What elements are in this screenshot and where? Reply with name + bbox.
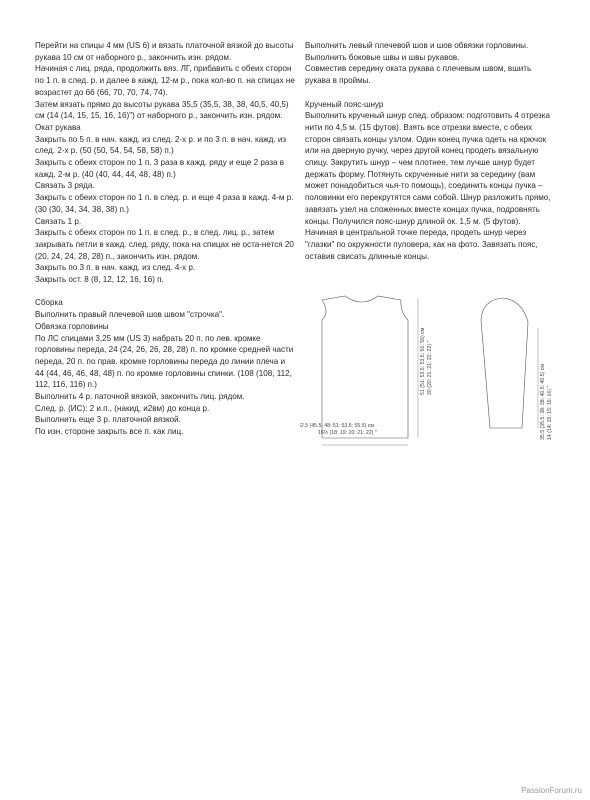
paragraph: По ЛС спицами 3,25 мм (US 3) набрать 20 п. по лев. кромке горловины переда, 24 (24, 26, 26, 28, 28) п. по кромке средней части переда, 20 п. по прав. кромке горловины переда до линии плеча и 44 (44, 46, 46, 48, 48) п. по кромке горловины спинки. (108 (108, 112, 112, 116, 116) п.) bbox=[35, 333, 294, 390]
paragraph: Начиная в центральной точке переда, продеть шнур через "глазки" по окружности пуловера, как на фото. Завязать пояс, оставив свисать длинные концы. bbox=[305, 228, 538, 261]
sleeve-length-label: 35.5 (35.5: 38: 38: 40.5: 40.5) см bbox=[540, 364, 546, 440]
body-height-label: 51 (51: 53.5: 53.5: 56: 56) см bbox=[420, 327, 426, 395]
sleeve-length-inch-label: 14 (14: 15: 15: 16: 16) " bbox=[547, 385, 553, 440]
paragraph: Связать 3 ряда. bbox=[35, 181, 95, 191]
body-height-inch-label: 20 (20: 21: 21: 22: 22) " bbox=[427, 340, 433, 395]
paragraph: Выполнить правый плечевой шов швом "строчка". bbox=[35, 310, 225, 320]
paragraph: Совместив середину оката рукава с плечевым швом, вшить рукава в проймы. bbox=[305, 64, 532, 86]
pattern-text-left bbox=[35, 40, 295, 438]
paragraph: Выполнить левый плечевой шов и шов обвязки горловины. bbox=[305, 41, 529, 50]
section-heading: Крученый пояс-шнур bbox=[305, 99, 384, 109]
paragraph: Перейти на спицы 4 мм (US 6) и вязать платочной вязкой до высоты рукава 10 см от наборного р., закончить изн. рядом. bbox=[35, 41, 294, 62]
pattern-text-right bbox=[305, 40, 555, 262]
paragraph: Закрыть по 3 п. в нач. кажд. из след. 4-х р. bbox=[35, 263, 196, 273]
paragraph: По изн. стороне закрыть все п. как лиц. bbox=[35, 427, 184, 437]
body-width-inch-label: 16½ (18: 19: 20: 21: 22) " bbox=[318, 430, 377, 436]
body-width-label: 42.5 (45.5: 48: 51: 53.5: 55.5) см bbox=[300, 423, 374, 429]
body-outline bbox=[322, 296, 408, 438]
section-heading: Обвязка горловины bbox=[35, 321, 109, 331]
paragraph: Начиная с лиц. ряда, продолжить вяз. ЛГ, прибавить с обеих сторон по 1 п. в след. р. и далее в кажд. 12-м р., пока кол-во п. на спицах не возрастет до 66 (66, 70, 70, 74, 74). bbox=[35, 64, 295, 97]
paragraph: Выполнить боковые швы и швы рукавов. bbox=[305, 52, 460, 62]
paragraph: Затем вязать прямо до высоты рукава 35,5 (35,5, 38, 38, 40,5, 40,5) см (14 (14, 15, 15, 16, 16)") от наборного р., закончить изн. рядом. bbox=[35, 99, 289, 121]
paragraph: Закрыть по 5 п. в нач. кажд. из след. 2-х р. и по 3 п. в нач. кажд. из след. 2-х р. (50 (50, 54, 54, 58, 58) п.) bbox=[35, 134, 287, 156]
section-heading: Сборка bbox=[35, 298, 63, 308]
paragraph: Связать 1 р. bbox=[35, 216, 82, 226]
paragraph: Выполнить 4 р. паточной вязкой, закончить лиц. рядом. bbox=[35, 392, 245, 402]
paragraph: Закрыть с обеих сторон по 1 п. в след. р. и еще 4 раза в кажд. 4-м р. (30 (30, 34, 34, 38, 38) п.) bbox=[35, 193, 294, 214]
garment-schematics bbox=[300, 290, 570, 450]
paragraph: Выполнить крученый шнур след. образом: подготовить 4 отрезка нити по 4,5 м. (15 футов). Взять все отрезки вместе, с обеих сторон связать концы узлом. Один конец пучка одеть на крючок или на дверную ручку, через другой конец продеть вязальную спицу. Закрутить шнур – чем плотнее, тем лучше шнур будет держать форму. Потянуть скрученные нити за середину (вам может понадобиться чья-то помощь), соединить концы пучка – половинки его перекрутятся сами собой. Шнур разложить прямо, завязать узел на сложенных вместе концах пучка, подровнять концы. Получился пояс-шнур длиной ок. 1,5 м. (5 футов). bbox=[305, 111, 551, 226]
paragraph: След. р. (ИС): 2 и.п., (накид, и2вм) до конца р. bbox=[35, 403, 210, 413]
section-heading: Окат рукава bbox=[35, 122, 81, 132]
sleeve-outline bbox=[481, 298, 528, 428]
paragraph: Выполнить еще 3 р. платочной вязкой. bbox=[35, 415, 181, 425]
paragraph: Закрыть с обеих сторон по 1 п. 3 раза в кажд. ряду и еще 2 раза в кажд. 2-м р. (40 (40, 44, 44, 48, 48) п.) bbox=[35, 158, 285, 179]
paragraph: Закрыть с обеих сторон по 1 п. в след. р., в след. лиц. р., затем закрывать петли в кажд. след. ряду, пока на спицах не оста-нется 20 (20, 24, 24, 28, 28) п., закончить изн. рядом. bbox=[35, 228, 294, 261]
schematic-drawing bbox=[300, 290, 570, 450]
watermark: PassionForum.ru bbox=[521, 786, 582, 795]
paragraph: Закрыть ост. 8 (8, 12, 12, 16, 16) п. bbox=[35, 275, 164, 285]
